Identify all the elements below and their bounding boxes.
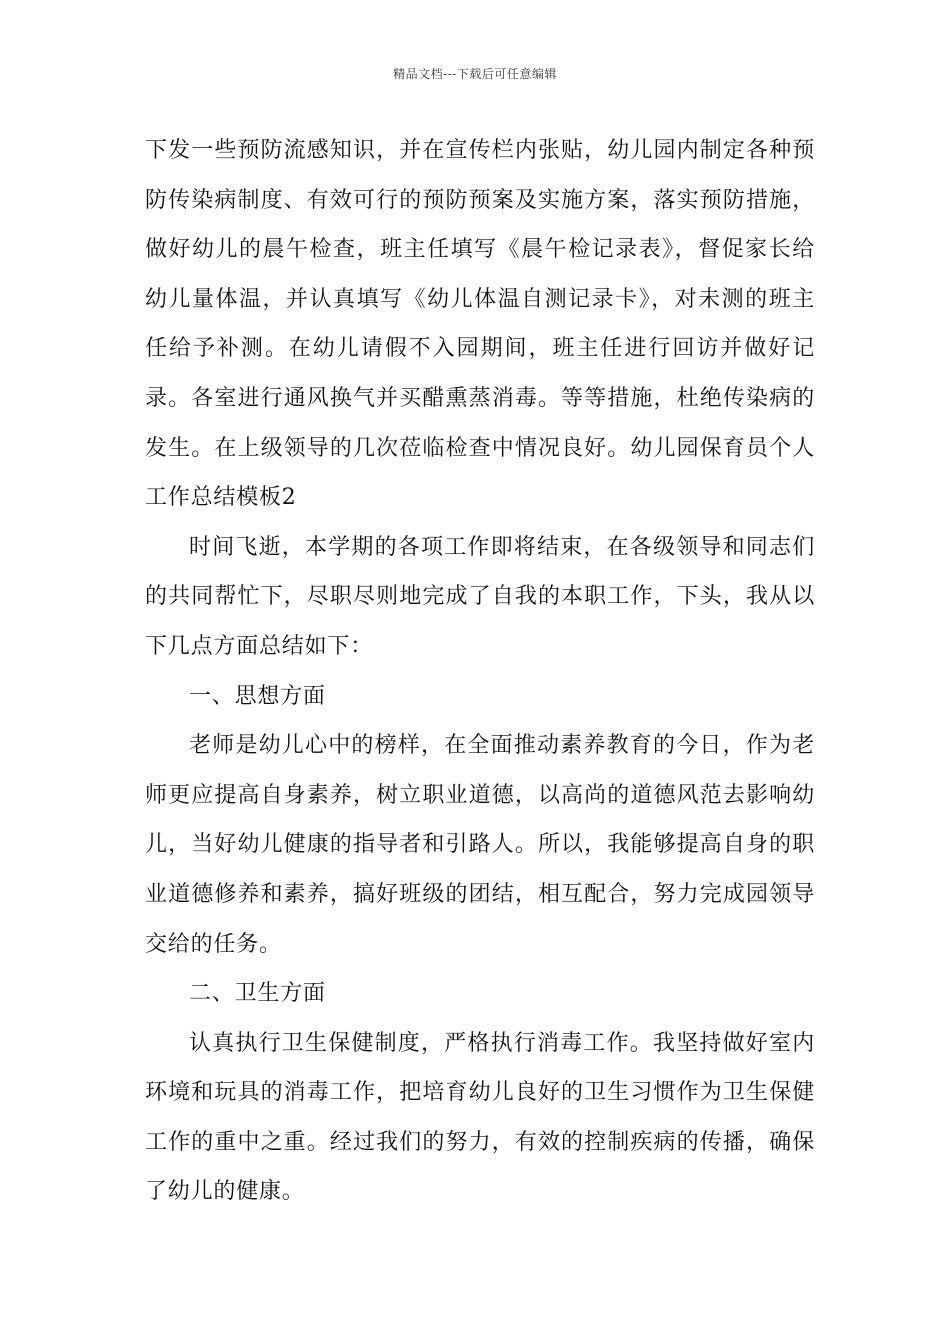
document-body [145, 126, 815, 1217]
page-header: 精品文档---下载后可任意编辑 [393, 67, 557, 81]
section-heading-thought: 一、思想方面 [189, 683, 326, 709]
paragraph-thought: 老师是幼儿心中的榜样，在全面推动素养教育的今日，作为老师更应提高自身素养，树立职业道德，以高尚的道德风范去影响幼儿，当好幼儿健康的指导者和引路人。所以，我能够提高自身的职业道德修养和素养，搞好班级的团结，相互配合，努力完成园领导交给的任务。 [145, 733, 815, 957]
paragraph-intro-summary: 时间飞逝，本学期的各项工作即将结束，在各级领导和同志们的共同帮忙下，尽职尽则地完成了自我的本职工作，下头，我从以下几点方面总结如下： [145, 534, 815, 659]
paragraph-hygiene: 认真执行卫生保健制度，严格执行消毒工作。我坚持做好室内环境和玩具的消毒工作，把培育幼儿良好的卫生习惯作为卫生保健工作的重中之重。经过我们的努力，有效的控制疾病的传播，确保了幼儿的健康。 [145, 1030, 815, 1205]
section-heading-hygiene: 二、卫生方面 [189, 981, 326, 1007]
paragraph-epidemic-prevention: 下发一些预防流感知识，并在宣传栏内张贴，幼儿园内制定各种预防传染病制度、有效可行的预防预案及实施方案，落实预防措施，做好幼儿的晨午检查，班主任填写《晨午检记录表》，督促家长给幼儿量体温，并认真填写《幼儿体温自测记录卡》，对未测的班主任给予补测。在幼儿请假不入园期间，班主任进行回访并做好记录。各室进行通风换气并买醋熏蒸消毒。等等措施，杜绝传染病的发生。在上级领导的几次莅临检查中情况良好。幼儿园保育员个人工作总结模板2 [145, 138, 815, 511]
